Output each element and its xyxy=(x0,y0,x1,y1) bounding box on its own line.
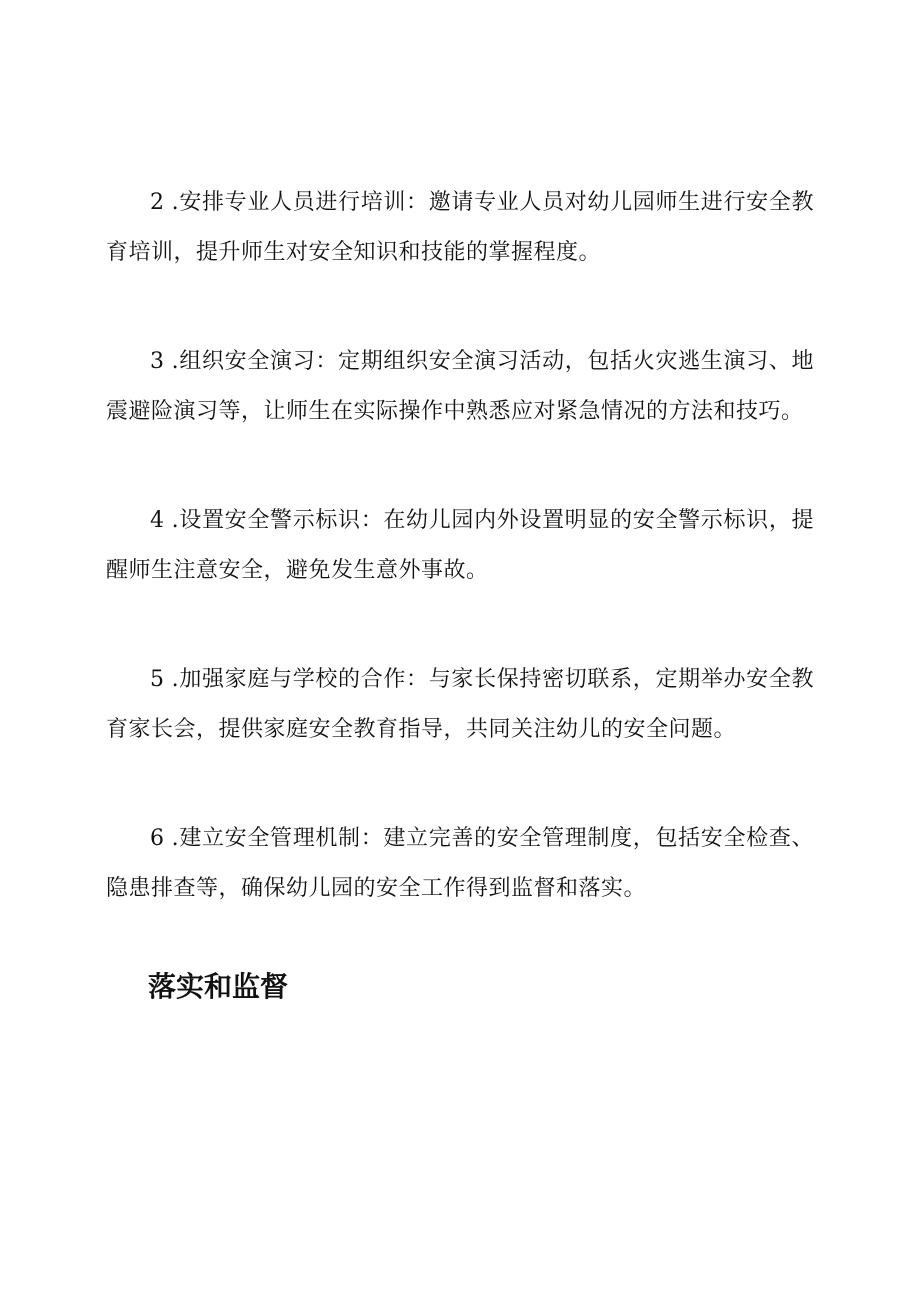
item-text: .安排专业人员进行培训：邀请专业人员对幼儿园师生进行安全教育培训，提升师生对安全知识和技能的掌握程度。 xyxy=(106,190,814,265)
list-item xyxy=(106,337,814,437)
item-text: .设置安全警示标识：在幼儿园内外设置明显的安全警示标识，提醒师生注意安全，避免发生意外事故。 xyxy=(106,508,814,583)
measures-list xyxy=(106,178,814,973)
list-item xyxy=(106,496,814,596)
list-item xyxy=(106,655,814,755)
item-number: 6 xyxy=(150,826,164,851)
item-number: 2 xyxy=(150,190,164,215)
item-number: 3 xyxy=(150,349,164,374)
item-number: 4 xyxy=(150,508,164,533)
list-item xyxy=(106,814,814,914)
item-number: 5 xyxy=(150,667,164,692)
item-text: .建立安全管理机制：建立完善的安全管理制度，包括安全检查、隐患排查等，确保幼儿园的安全工作得到监督和落实。 xyxy=(106,826,814,901)
item-text: .加强家庭与学校的合作：与家长保持密切联系，定期举办安全教育家长会，提供家庭安全教育指导，共同关注幼儿的安全问题。 xyxy=(106,667,814,742)
section-heading: 落实和监督 xyxy=(148,970,289,1003)
list-item xyxy=(106,178,814,278)
item-text: .组织安全演习：定期组织安全演习活动，包括火灾逃生演习、地震避险演习等，让师生在实际操作中熟悉应对紧急情况的方法和技巧。 xyxy=(106,349,814,424)
